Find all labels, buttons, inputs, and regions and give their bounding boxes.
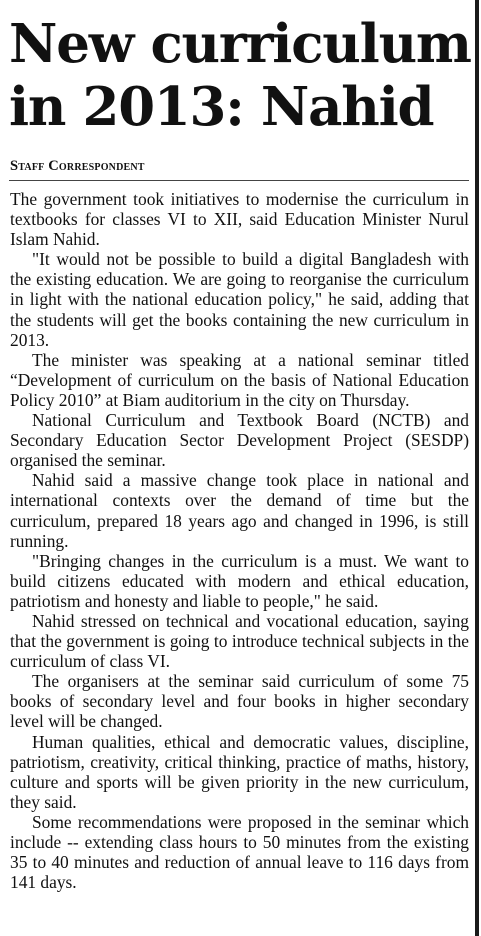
paragraph-7: Nahid stressed on technical and vocational education, saying that the government is going to introduce technical subjects in the curriculum of class VI.	[10, 610, 469, 672]
article-body	[10, 189, 469, 892]
paragraph-10: Some recommendations were proposed in the seminar which include -- extending class hours to 50 minutes from the existing 35 to 40 minutes and reduction of annual leave to 116 days from 141 days.	[10, 811, 469, 893]
paragraph-4: National Curriculum and Textbook Board (NCTB) and Secondary Education Sector Development Project (SESDP) organised the seminar.	[10, 410, 469, 471]
byline-divider	[9, 180, 469, 181]
column-rule	[475, 0, 479, 936]
headline: New curriculum in 2013: Nahid	[9, 13, 471, 138]
paragraph-6: "Bringing changes in the curriculum is a must. We want to build citizens educated with modern and ethical education, patriotism and honesty and liable to people," he said.	[10, 550, 469, 611]
paragraph-1: The government took initiatives to modernise the curriculum in textbooks for classes VI to XII, said Education Minister Nurul Islam Nahid.	[10, 189, 469, 250]
paragraph-2: "It would not be possible to build a digital Bangladesh with the existing education. We are going to reorganise the curriculum in light with the national education policy," he said, adding that the students will get the books containing the new curriculum in 2013.	[10, 249, 469, 350]
paragraph-3: The minister was speaking at a national seminar titled “Development of curriculum on the basis of National Education Policy 2010” at Biam auditorium in the city on Thursday.	[10, 349, 469, 410]
byline: Staff Correspondent	[10, 158, 145, 174]
paragraph-8: The organisers at the seminar said curriculum of some 75 books of secondary level and four books in higher secondary level will be changed.	[10, 671, 469, 732]
paragraph-9: Human qualities, ethical and democratic values, discipline, patriotism, creativity, critical thinking, practice of maths, history, culture and sports will be given priority in the new curriculum, they said.	[10, 731, 469, 812]
paragraph-5: Nahid said a massive change took place in national and international contexts over the demand of time but the curriculum, prepared 18 years ago and changed in 1996, is still running.	[10, 470, 469, 551]
